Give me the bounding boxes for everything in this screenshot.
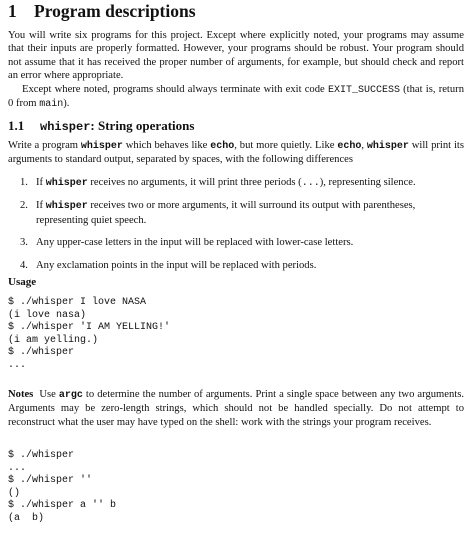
code-exit-success: EXIT_SUCCESS xyxy=(327,84,400,96)
list-item xyxy=(8,236,464,249)
code-argc: argc xyxy=(58,390,83,401)
list-number: 1. xyxy=(20,177,28,188)
code-whisper: whisper xyxy=(366,141,409,152)
list-item xyxy=(8,176,464,190)
subsection-heading xyxy=(8,118,194,135)
text-run: to determine the number of arguments. Print a single space between any two arguments. Arguments may be zero-length strings, which should not be handled specially. Do not attempt to reconstruct what the user may have typed on the shell: work with the strings your program receives. xyxy=(8,389,465,428)
list-number: 4. xyxy=(20,259,28,271)
intro-block xyxy=(8,29,464,111)
subsection-code: whisper xyxy=(40,120,91,134)
text-run: , xyxy=(361,140,367,151)
text-run: receives two or more arguments, it will surround its output with parentheses, representing quiet speech. xyxy=(36,200,416,226)
text-run: receives no arguments, it will print three periods ( xyxy=(87,177,302,188)
list-item xyxy=(8,259,464,272)
subsection-title: : String operations xyxy=(90,118,195,133)
code-ellipsis: ... xyxy=(301,178,320,189)
text-run: Any exclamation points in the input will be replaced with periods. xyxy=(36,259,317,271)
text-run: ), representing silence. xyxy=(319,177,416,188)
usage-heading: Usage xyxy=(8,276,37,288)
list-item xyxy=(8,199,464,227)
notes-code-block: $ ./whisper ... $ ./whisper '' () $ ./whisper a '' b (a b) xyxy=(8,450,117,524)
exit-code-paragraph xyxy=(8,83,464,112)
notes-label: Notes xyxy=(8,389,34,400)
code-echo: echo xyxy=(210,141,235,152)
text-run: ). xyxy=(63,98,70,110)
description-paragraph xyxy=(8,139,464,167)
notes-paragraph xyxy=(8,388,464,429)
text-run: Write a program xyxy=(8,140,81,151)
text-run: , but more quietly. Like xyxy=(234,140,338,151)
subsection-number: 1.1 xyxy=(8,118,25,133)
text-run: (that is, return 0 from xyxy=(8,83,464,110)
section-number: 1 xyxy=(8,1,17,21)
code-whisper: whisper xyxy=(80,141,123,152)
description-text xyxy=(8,139,464,167)
code-whisper: whisper xyxy=(45,201,88,213)
text-run: If xyxy=(36,200,46,212)
code-echo: echo xyxy=(337,141,362,152)
section-title: Program descriptions xyxy=(34,1,196,21)
list-number: 3. xyxy=(20,237,28,249)
text-run: If xyxy=(36,177,46,188)
usage-code-block: $ ./whisper I love NASA (i love nasa) $ ./whisper 'I AM YELLING!' (i am yelling.) $ ./whisper ... xyxy=(8,297,171,371)
text-run: which behaves like xyxy=(122,140,211,151)
code-main: main xyxy=(39,99,64,111)
text-run: will print its arguments to standard output, separated by spaces, with the following differences xyxy=(8,140,464,166)
differences-list xyxy=(8,176,464,281)
section-heading xyxy=(8,1,196,21)
list-number: 2. xyxy=(20,200,28,212)
text-run: Use xyxy=(39,389,59,400)
code-whisper: whisper xyxy=(45,178,88,189)
notes-text xyxy=(8,388,464,429)
text-run: Any upper-case letters in the input will be replaced with lower-case letters. xyxy=(36,237,354,249)
text-run: Except where noted, programs should always terminate with exit code xyxy=(22,83,328,95)
intro-paragraph: You will write six programs for this project. Except where explicitly noted, your programs may assume that their inputs are properly formatted. However, your programs should be robust. Your program should not assume that it has received the proper number of arguments, for example, but should check and report an error where appropriate. xyxy=(8,30,464,82)
